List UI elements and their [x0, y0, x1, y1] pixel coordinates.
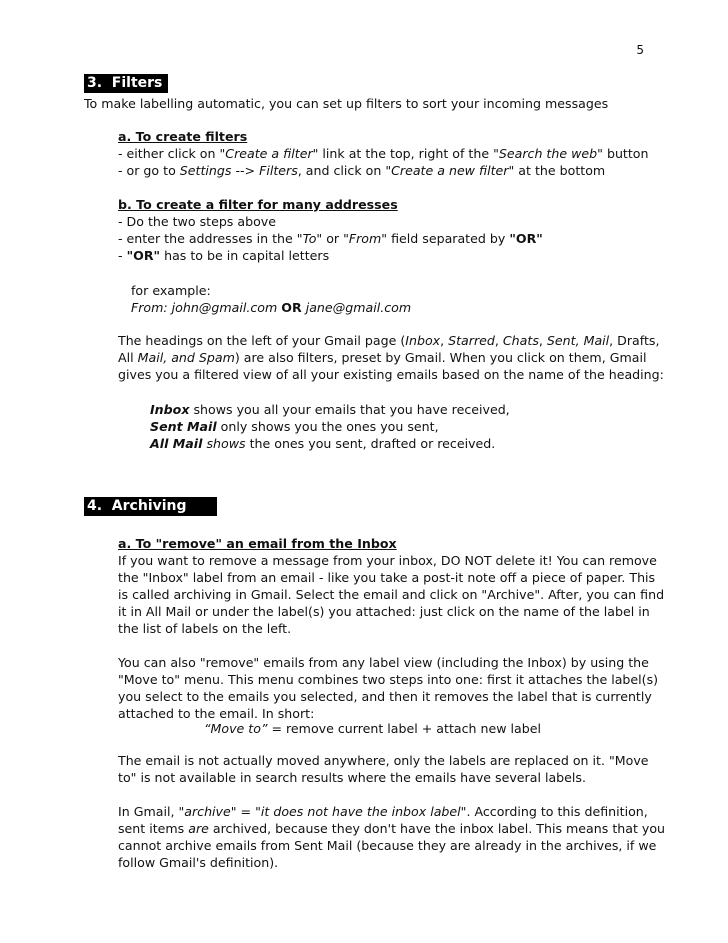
text-line: "Move to" menu. This menu combines two steps into one: first it attaches the label(s) — [118, 672, 659, 687]
subheading-many-addresses: b. To create a filter for many addresses — [118, 197, 398, 212]
text-line: the "Inbox" label from an email - like you take a post-it note off a piece of paper. This — [118, 570, 656, 585]
section-3-heading: 3. Filters — [84, 74, 168, 92]
text-line: The email is not actually moved anywhere, only the labels are replaced on it. "Move — [118, 753, 649, 768]
text-line: cannot archive emails from Sent Mail (because they are already in the archives, if we — [118, 838, 657, 853]
subheading-remove-email: a. To "remove" an email from the Inbox — [118, 536, 397, 551]
example-label: for example: — [131, 283, 211, 298]
text-line: You can also "remove" emails from any label view (including the Inbox) by using the — [118, 655, 649, 670]
text-line: - enter the addresses in the "To" or "From" field separated by "OR" — [118, 231, 543, 246]
text-line: the list of labels on the left. — [118, 621, 292, 636]
text-line: follow Gmail's definition). — [118, 855, 279, 870]
text-line: it in All Mail or under the label(s) you attached: just click on the name of the label in — [118, 604, 650, 619]
text-line: sent items are archived, because they don't have the inbox label. This means that you — [118, 821, 666, 836]
text-line: In Gmail, "archive" = "it does not have the inbox label". According to this definition, — [118, 804, 648, 819]
text-line: - "OR" has to be in capital letters — [118, 248, 330, 263]
section-4-heading: 4. Archiving — [84, 497, 217, 515]
page-number: 5 — [636, 43, 644, 57]
text-line: attached to the email. In short: — [118, 706, 315, 721]
list-item: All Mail shows the ones you sent, drafted or received. — [150, 436, 496, 451]
text-line: is called archiving in Gmail. Select the email and click on "Archive". After, you can find — [118, 587, 665, 602]
text-line: gives you a filtered view of all your existing emails based on the name of the heading: — [118, 367, 664, 382]
list-item: Inbox shows you all your emails that you have received, — [150, 402, 510, 417]
list-item: Sent Mail only shows you the ones you sent, — [150, 419, 439, 434]
example-addresses: From: john@gmail.com OR jane@gmail.com — [131, 300, 412, 315]
move-to-formula: “Move to” = remove current label + attach new label — [204, 721, 542, 736]
text-line: you select to the emails you selected, and then it removes the label that is currently — [118, 689, 652, 704]
text-line: If you want to remove a message from your inbox, DO NOT delete it! You can remove — [118, 553, 657, 568]
text-line: - Do the two steps above — [118, 214, 276, 229]
text-line: - or go to Settings --> Filters, and click on "Create a new filter" at the bottom — [118, 163, 606, 178]
text-line: The headings on the left of your Gmail page (Inbox, Starred, Chats, Sent, Mail, Drafts, — [118, 333, 660, 348]
text-line: All Mail, and Spam) are also filters, preset by Gmail. When you click on them, Gmail — [118, 350, 647, 365]
filters-intro: To make labelling automatic, you can set up filters to sort your incoming messages — [84, 96, 609, 111]
text-line: to" is not available in search results where the emails have several labels. — [118, 770, 586, 785]
text-line: - either click on "Create a filter" link at the top, right of the "Search the web" button — [118, 146, 649, 161]
subheading-create-filters: a. To create filters — [118, 129, 248, 144]
